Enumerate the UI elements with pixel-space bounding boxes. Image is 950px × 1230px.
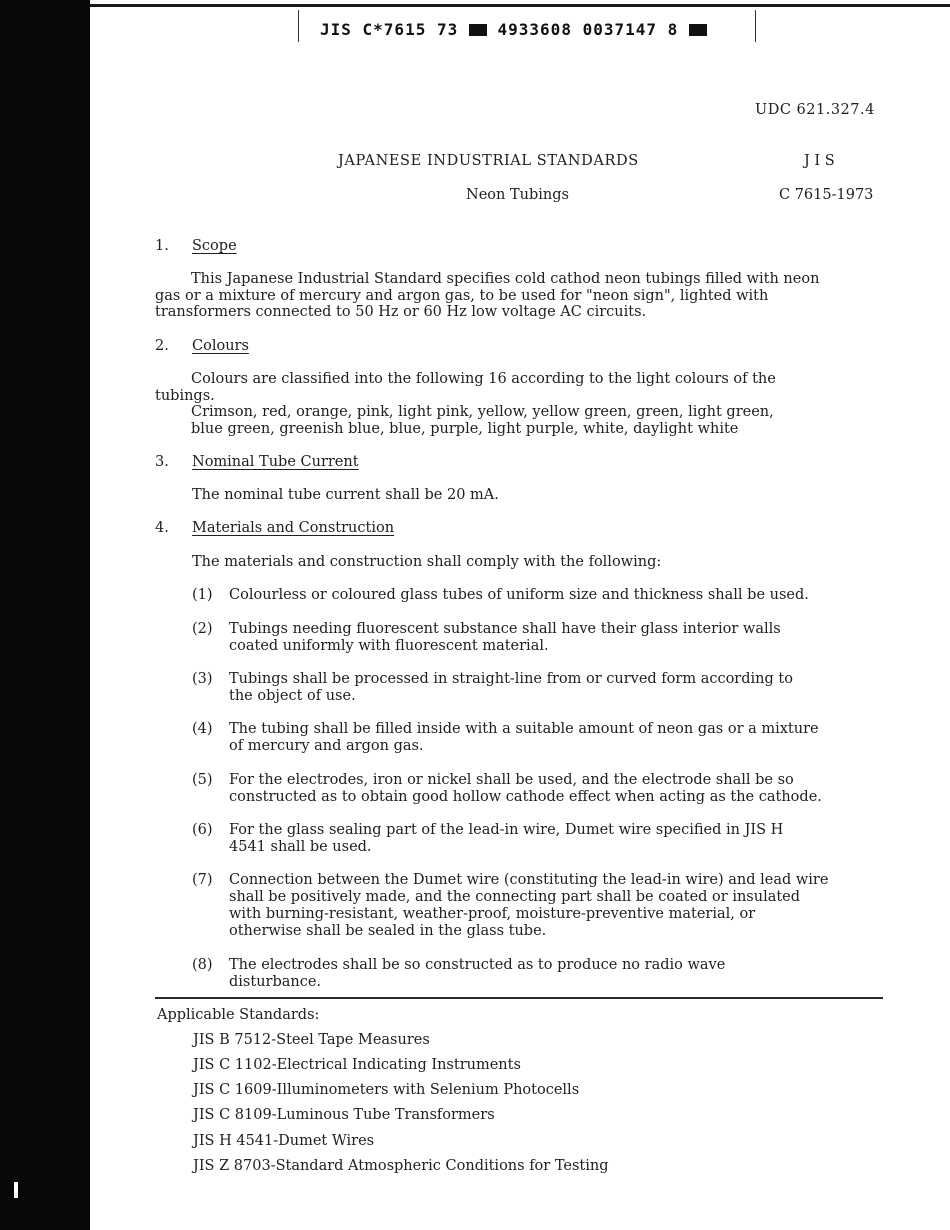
scan-edge-mark bbox=[14, 1182, 18, 1198]
item-text bbox=[229, 721, 879, 755]
item-line: 4541 shall be used. bbox=[229, 839, 372, 855]
section-4-number: 4. bbox=[155, 520, 169, 536]
item-text bbox=[229, 621, 879, 655]
item-number: (6) bbox=[192, 822, 213, 838]
footer-divider bbox=[155, 997, 883, 999]
item-number: (8) bbox=[192, 957, 213, 973]
item-text bbox=[229, 822, 879, 856]
item-line: disturbance. bbox=[229, 974, 322, 990]
section-3-heading: Nominal Tube Current bbox=[192, 454, 359, 470]
section-4-heading: Materials and Construction bbox=[192, 520, 395, 536]
item-number: (7) bbox=[192, 872, 213, 888]
applicable-item: JIS C 1609-Illuminometers with Selenium Photocells bbox=[193, 1082, 580, 1098]
item-line: For the electrodes, iron or nickel shall be used, and the electrode shall be so bbox=[229, 772, 794, 788]
item-number: (4) bbox=[192, 721, 213, 737]
item-text bbox=[229, 872, 879, 940]
item-text bbox=[229, 671, 879, 705]
materials-intro: The materials and construction shall comply with the following: bbox=[192, 554, 662, 570]
colours-line: Colours are classified into the following 16 according to the light colours of the bbox=[191, 371, 776, 387]
top-border-rule bbox=[90, 4, 950, 7]
item-text bbox=[229, 587, 879, 604]
scope-line: transformers connected to 50 Hz or 60 Hz low voltage AC circuits. bbox=[155, 304, 647, 321]
item-number: (1) bbox=[192, 587, 213, 603]
item-line: otherwise shall be sealed in the glass tube. bbox=[229, 923, 547, 939]
section-1-heading: Scope bbox=[192, 238, 237, 254]
jis-mark: J I S bbox=[804, 153, 835, 169]
item-number: (5) bbox=[192, 772, 213, 788]
scope-paragraph bbox=[155, 271, 885, 321]
item-line: The tubing shall be filled inside with a suitable amount of neon gas or a mixture bbox=[229, 721, 819, 737]
stamp-prefix: JIS C*7615 73 bbox=[320, 20, 459, 39]
section-1-number: 1. bbox=[155, 238, 169, 254]
item-text bbox=[229, 957, 879, 991]
stamp-block-mark bbox=[469, 24, 487, 36]
applicable-item: JIS Z 8703-Standard Atmospheric Conditions for Testing bbox=[193, 1158, 609, 1174]
section-2-heading: Colours bbox=[192, 338, 249, 354]
applicable-heading: Applicable Standards: bbox=[157, 1007, 320, 1023]
item-line: Tubings shall be processed in straight-line from or curved form according to bbox=[229, 671, 793, 687]
item-line: shall be positively made, and the connecting part shall be coated or insulated bbox=[229, 889, 801, 905]
colours-list-line: blue green, greenish blue, blue, purple, light purple, white, daylight white bbox=[191, 420, 739, 437]
applicable-item: JIS C 8109-Luminous Tube Transformers bbox=[193, 1107, 495, 1123]
udc-code: UDC 621.327.4 bbox=[755, 102, 875, 118]
applicable-item: JIS B 7512-Steel Tape Measures bbox=[193, 1032, 430, 1048]
scan-dark-edge bbox=[0, 0, 90, 1230]
item-line: constructed as to obtain good hollow cathode effect when acting as the cathode. bbox=[229, 789, 822, 805]
current-text: The nominal tube current shall be 20 mA. bbox=[192, 487, 499, 503]
item-line: For the glass sealing part of the lead-in wire, Dumet wire specified in JIS H bbox=[229, 822, 784, 838]
item-line: coated uniformly with fluorescent material. bbox=[229, 638, 549, 654]
standards-body: JAPANESE INDUSTRIAL STANDARDS bbox=[338, 153, 639, 169]
applicable-item: JIS C 1102-Electrical Indicating Instruments bbox=[193, 1057, 521, 1073]
doc-number: C 7615-1973 bbox=[779, 187, 874, 203]
applicable-item: JIS H 4541-Dumet Wires bbox=[193, 1133, 375, 1149]
colours-paragraph bbox=[155, 371, 885, 437]
item-line: Colourless or coloured glass tubes of uniform size and thickness shall be used. bbox=[229, 587, 809, 603]
section-3-number: 3. bbox=[155, 454, 169, 470]
scope-line: This Japanese Industrial Standard specifies cold cathod neon tubings filled with neon bbox=[191, 271, 820, 287]
item-line: the object of use. bbox=[229, 688, 356, 704]
item-line: The electrodes shall be so constructed as to produce no radio wave bbox=[229, 957, 726, 973]
stamp-middle: 4933608 0037147 8 bbox=[497, 20, 679, 39]
colours-list-line: Crimson, red, orange, pink, light pink, yellow, yellow green, green, light green, bbox=[191, 404, 774, 421]
scope-line: gas or a mixture of mercury and argon gas, to be used for "neon sign", lighted with bbox=[155, 287, 769, 304]
colours-line: tubings. bbox=[155, 387, 215, 404]
item-number: (2) bbox=[192, 621, 213, 637]
item-number: (3) bbox=[192, 671, 213, 687]
item-line: of mercury and argon gas. bbox=[229, 738, 424, 754]
section-2-number: 2. bbox=[155, 338, 169, 354]
item-line: Connection between the Dumet wire (constituting the lead-in wire) and lead wire bbox=[229, 872, 829, 888]
item-line: Tubings needing fluorescent substance shall have their glass interior walls bbox=[229, 621, 781, 637]
header-stamp bbox=[320, 20, 707, 39]
doc-title: Neon Tubings bbox=[466, 187, 569, 203]
stamp-block-mark bbox=[689, 24, 707, 36]
item-line: with burning-resistant, weather-proof, moisture-preventive material, or bbox=[229, 906, 756, 922]
item-text bbox=[229, 772, 879, 806]
